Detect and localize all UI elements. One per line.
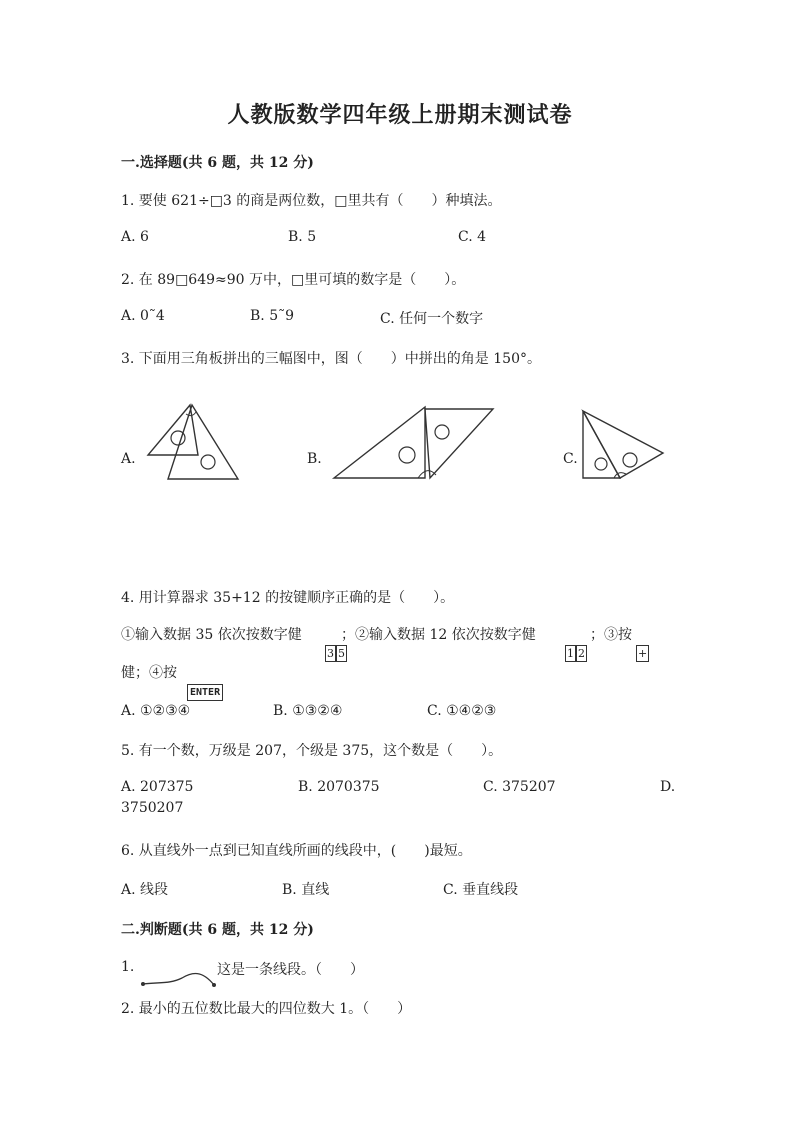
question-4-step-text-2: 健；④按 bbox=[121, 665, 177, 681]
calculator-keys-12 bbox=[565, 645, 587, 662]
key-5: 5 bbox=[338, 647, 345, 660]
key-1: 1 bbox=[567, 647, 574, 660]
key-3: 3 bbox=[327, 647, 334, 660]
line-segment-figure bbox=[140, 960, 218, 990]
question-4-option-b: B. ①③②④ bbox=[273, 703, 343, 719]
calculator-keys-35 bbox=[325, 645, 347, 662]
figure-b-triangles bbox=[330, 405, 500, 485]
question-4-step-sep-1: ；②输入数据 12 依次按数字健 bbox=[341, 627, 536, 643]
key-plus: + bbox=[638, 647, 648, 660]
question-1-option-b: B. 5 bbox=[288, 229, 317, 245]
question-6-stem: 6. 从直线外一点到已知直线所画的线段中，( )最短。 bbox=[121, 843, 472, 859]
question-1-stem: 1. 要使 621÷□3 的商是两位数，□里共有（ ）种填法。 bbox=[121, 193, 502, 209]
judgement-1-text: 这是一条线段。（ ） bbox=[217, 962, 364, 978]
question-5-option-b: B. 2070375 bbox=[298, 779, 380, 795]
figure-c-triangles bbox=[580, 408, 670, 483]
figure-a-triangles bbox=[140, 400, 245, 485]
question-1-option-a: A. 6 bbox=[121, 229, 149, 245]
question-6-option-c: C. 垂直线段 bbox=[443, 882, 519, 898]
section-heading-choice: 一.选择题(共 6 题，共 12 分) bbox=[121, 155, 314, 171]
figure-label-a: A. bbox=[121, 451, 136, 467]
question-5-option-d: D. bbox=[660, 779, 676, 795]
question-5-option-c: C. 375207 bbox=[483, 779, 556, 795]
calculator-key-enter bbox=[187, 683, 223, 701]
question-5-stem: 5. 有一个数，万级是 207，个级是 375，这个数是（ ）。 bbox=[121, 743, 503, 759]
question-5-option-d-value: 3750207 bbox=[121, 800, 184, 816]
question-1-option-c: C. 4 bbox=[458, 229, 487, 245]
figure-label-b: B. bbox=[307, 451, 322, 467]
question-4-step-sep-2: ；③按 bbox=[590, 627, 632, 643]
judgement-1-number: 1. bbox=[121, 959, 135, 975]
question-3-stem: 3. 下面用三角板拼出的三幅图中，图（ ）中拼出的角是 150°。 bbox=[121, 351, 541, 367]
figure-label-c: C. bbox=[563, 451, 578, 467]
question-2-option-a: A. 0˜4 bbox=[121, 308, 165, 324]
key-enter: ENTER bbox=[187, 684, 223, 701]
calculator-key-plus bbox=[636, 645, 649, 662]
question-2-option-c: C. 任何一个数字 bbox=[380, 311, 484, 327]
question-4-option-c: C. ①④②③ bbox=[427, 703, 497, 719]
question-6-option-a: A. 线段 bbox=[121, 882, 169, 898]
page-title: 人教版数学四年级上册期末测试卷 bbox=[227, 102, 573, 128]
section-heading-judgement: 二.判断题(共 6 题，共 12 分) bbox=[121, 922, 314, 938]
question-2-option-b: B. 5˜9 bbox=[250, 308, 295, 324]
question-4-step-text-1: ①输入数据 35 依次按数字健 bbox=[121, 627, 302, 643]
question-6-option-b: B. 直线 bbox=[282, 882, 330, 898]
question-2-stem: 2. 在 89□649≈90 万中，□里可填的数字是（ ）。 bbox=[121, 272, 466, 288]
question-4-option-a: A. ①②③④ bbox=[121, 703, 191, 719]
judgement-2-stem: 2. 最小的五位数比最大的四位数大 1。（ ） bbox=[121, 1001, 412, 1017]
key-2: 2 bbox=[578, 647, 585, 660]
question-5-option-a: A. 207375 bbox=[121, 779, 194, 795]
question-4-stem: 4. 用计算器求 35+12 的按键顺序正确的是（ ）。 bbox=[121, 590, 455, 606]
